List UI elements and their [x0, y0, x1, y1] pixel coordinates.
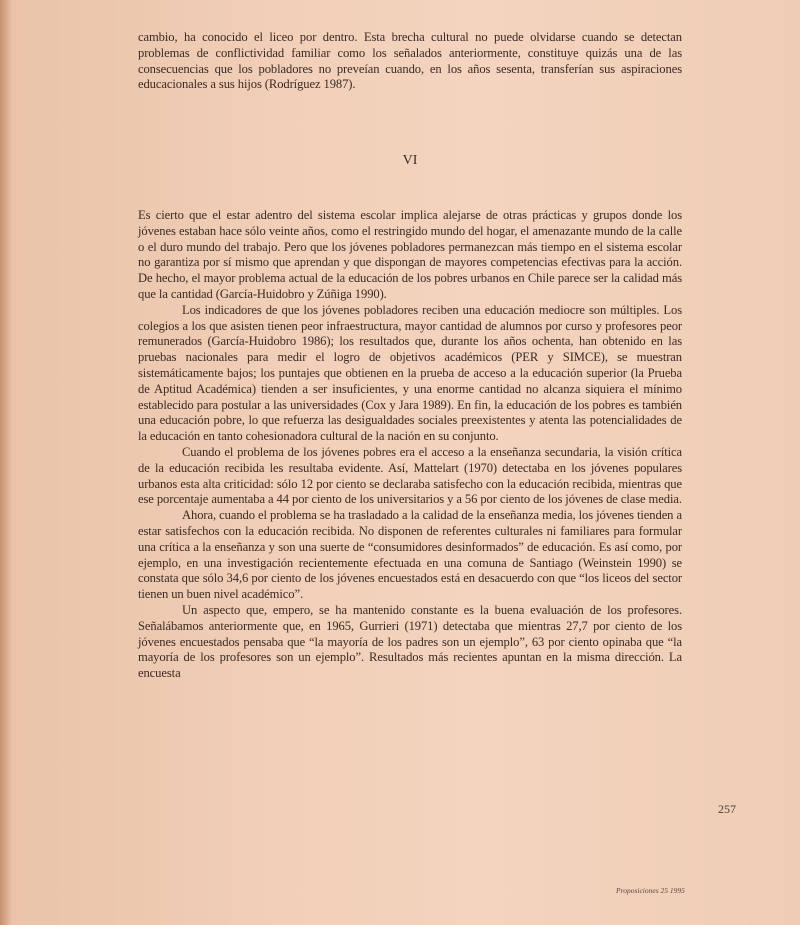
- page-number: 257: [718, 802, 736, 816]
- paragraph: Es cierto que el estar adentro del sistema escolar implica alejarse de otras prácticas y grupos donde los jóvenes estaban hace sólo veinte años, como el restringido mundo del hogar, el amenazante mundo de la calle o el duro mundo del trabajo. Pero que los jóvenes pobladores permanezcan más tiempo en el sistema escolar no garantiza por sí mismo que aprendan y que dispongan de mayores competencias efectivas para la acción. De hecho, el mayor problema actual de la educación de los pobres urbanos en Chile parece ser la calidad más que la cantidad (García-Huidobro y Zúñiga 1990).: [138, 208, 682, 301]
- section-number: VI: [402, 153, 418, 168]
- paragraph: Ahora, cuando el problema se ha trasladado a la calidad de la enseñanza media, los jóvenes tienden a estar satisfechos con la educación recibida. No disponen de referentes culturales ni familiares para formular una crítica a la enseñanza y son una suerte de “consumidores desinformados” de educación. Es así como, por ejemplo, en una investigación recientemente efectuada en una comuna de Santiago (Weinstein 1990) se constata que sólo 34,6 por ciento de los jóvenes encuestados está en desacuerdo con que “los liceos del sector tienen un buen nivel académico”.: [138, 508, 682, 602]
- paragraph: cambio, ha conocido el liceo por dentro. Esta brecha cultural no puede olvidarse cuando se detectan problemas de conflictividad familiar como los señalados anteriormente, constituye quizás una de las consecuencias que los pobladores no preveían cuando, en los años sesenta, transferían sus aspiraciones educacionales a sus hijos (Rodríguez 1987).: [138, 30, 682, 92]
- page-edge-shadow: [0, 0, 12, 925]
- journal-footer: Proposiciones 25 1995: [616, 886, 685, 895]
- paragraph: Los indicadores de que los jóvenes pobladores reciben una educación mediocre son múltiples. Los colegios a los que asisten tienen peor infraestructura, mayor cantidad de alumnos por curso y profesores peor remunerados (García-Huidobro 1986); los resultados que, durante los años ochenta, han obtenido en las pruebas nacionales para medir el logro de objetivos académicos (PER y SIMCE), se muestran sistemáticamente bajos; los puntajes que obtienen en la prueba de acceso a la educación superior (la Prueba de Aptitud Académica) tienden a ser insuficientes, y una enorme cantidad no alcanza siquiera el mínimo establecido para postular a las universidades (Cox y Jara 1989). En fin, la educación de los pobres es también una educación pobre, lo que refuerza las desigualdades sociales preexistentes y atenta las potencialidades de la educación en tanto cohesionadora cultural de la nación en su conjunto.: [138, 302, 682, 444]
- top-text-block: [138, 30, 682, 93]
- paragraph: Un aspecto que, empero, se ha mantenido constante es la buena evaluación de los profesores. Señalábamos anteriormente que, en 1965, Gurrieri (1971) detectaba que mientras 27,7 por ciento de los jóvenes encuestados pensaba que “la mayoría de los padres son un ejemplo”, 63 por ciento opinaba que “la mayoría de los profesores son un ejemplo”. Resultados más recientes apuntan en la misma dirección. La encuesta: [138, 602, 682, 681]
- main-text-block: [138, 208, 682, 682]
- paragraph: Cuando el problema de los jóvenes pobres era el acceso a la enseñanza secundaria, la visión crítica de la educación recibida les resultaba evidente. Así, Mattelart (1970) detectaba en los jóvenes populares urbanos esta alta criticidad: sólo 12 por ciento se declaraba satisfecho con la educación recibida, mientras que ese porcentaje aumentaba a 44 por ciento de los universitarios y a 56 por ciento de los jóvenes de clase media.: [138, 444, 682, 507]
